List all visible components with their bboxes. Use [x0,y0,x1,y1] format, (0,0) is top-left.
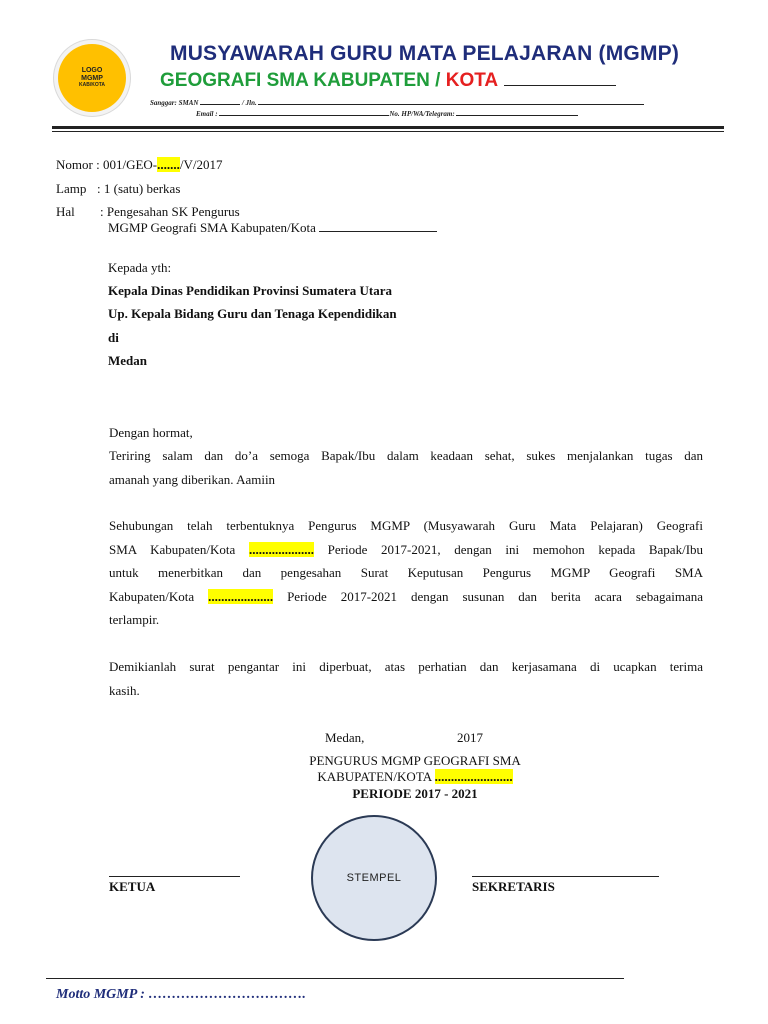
kepada-label: Kepada yth: [108,260,172,275]
paragraph-1-line2: amanah yang diberikan. Aamiin [109,471,276,487]
paragraph-2 [109,514,703,632]
paragraph-3 [109,655,703,702]
paragraph-2-line4-start: Kabupaten/Kota [109,588,195,604]
sanggar-label: Sanggar: SMAN [150,99,199,107]
paragraph-3-line2: kasih. [109,682,140,698]
hal-value-line1: : Pengesahan SK Pengurus [100,204,240,219]
phone-label: No. HP/WA/Telegram: [389,110,455,118]
subtitle-green-text: GEOGRAFI SMA KABUPATEN / [160,70,446,91]
letterhead-subtitle [160,70,700,92]
paragraph-2-line3: untuk menerbitkan dan pengesahan Surat Keputusan Pengurus MGMP Geografi SMA [109,565,703,580]
addressee-line2: Up. Kepala Bidang Guru dan Tenaga Kependidikan [108,306,397,321]
addressee-di: di [108,330,119,345]
hal-label: Hal [56,204,75,219]
org-line1: PENGURUS MGMP GEOGRAFI SMA [309,753,521,768]
subtitle-blank-line [504,71,616,86]
sekretaris-label: SEKRETARIS [472,879,555,894]
email-blank [219,109,389,116]
jln-blank [258,98,644,105]
hal-value-line2-row [108,219,437,236]
footer-rule [46,978,624,979]
paragraph-2-line4 [109,585,703,609]
motto-text: Motto MGMP : ……………………………. [56,987,306,1002]
org-line2 [270,768,560,785]
addressee-line1: Kepala Dinas Pendidikan Provinsi Sumatera Utara [108,283,392,298]
sekretaris-signature-line [472,876,659,877]
paragraph-2-line4-end: Periode 2017-2021 dengan susunan dan berita acara sebagaimana [287,588,704,604]
lamp-value: : 1 (satu) berkas [97,181,181,196]
letterhead-title: MUSYAWARAH GURU MATA PELAJARAN (MGMP) [170,42,680,65]
paragraph-2-line4-blank: .................... [208,588,274,604]
stamp-circle [311,815,437,941]
hal-blank-line [319,220,437,232]
letterhead-address-line [150,98,644,107]
email-label: Email : [196,110,218,118]
sanggar-blank [200,98,240,105]
letterhead-rule-thick [52,126,724,129]
paragraph-1-line1: Teriring salam dan do’a semoga Bapak/Ibu dalam keadaan sehat, sukes menjalankan tugas dan [109,448,703,463]
paragraph-2-line1: Sehubungan telah terbentuknya Pengurus MGMP (Musyawarah Guru Mata Pelajaran) Geografi [109,518,703,533]
nomor-suffix: /V/2017 [179,157,223,172]
org-line2-blank: ........................ [434,769,513,784]
stamp-label: STEMPEL [346,872,402,884]
signature-year: 2017 [457,730,483,745]
letterhead-rule-thin [52,131,724,132]
paragraph-2-line2 [109,538,703,562]
nomor-blank: ....... [157,157,180,172]
nomor-row [56,156,223,173]
nomor-label: Nomor [56,157,93,172]
subtitle-red-text: KOTA [445,70,499,91]
nomor-prefix: 001/GEO- [102,157,158,172]
hal-value-line2: MGMP Geografi SMA Kabupaten/Kota [108,220,316,235]
signature-place: Medan, [325,730,365,745]
paragraph-2-line5: terlampir. [109,612,160,627]
ketua-label: KETUA [109,879,156,894]
letterhead-contact-line [196,109,578,118]
org-line2-text: KABUPATEN/KOTA [317,769,432,784]
logo-placeholder [58,44,126,112]
paragraph-2-line2-blank: .................... [248,541,314,557]
jln-label: / Jln. [241,99,257,107]
salutation: Dengan hormat, [109,425,193,440]
logo-text-line3: KAB/KOTA [78,82,105,89]
nomor-separator: : [96,157,103,172]
paragraph-2-line2-end: Periode 2017-2021, dengan ini memohon kepada Bapak/Ibu [327,541,704,557]
org-line3: PERIODE 2017 - 2021 [352,786,478,801]
paragraph-1 [109,444,703,491]
addressee-city: Medan [108,353,147,368]
logo-text-line1: LOGO [81,67,103,75]
paragraph-2-line2-start: SMA Kabupaten/Kota [109,541,236,557]
ketua-signature-line [109,876,240,877]
logo-text-line2: MGMP [81,75,103,83]
paragraph-3-line1: Demikianlah surat pengantar ini diperbuat, atas perhatian dan kerjasamana di ucapkan terima [109,659,703,674]
phone-blank [456,109,578,116]
lamp-label: Lamp [56,181,87,196]
